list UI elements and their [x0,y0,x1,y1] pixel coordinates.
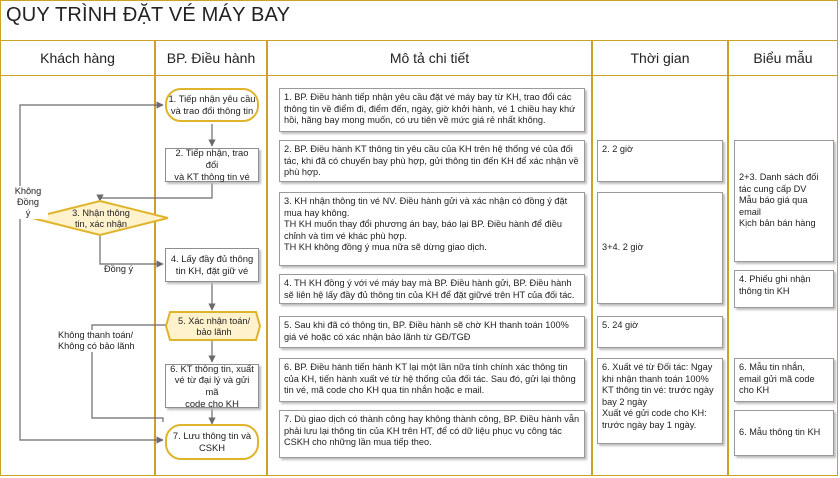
label-not-paid: Không thanh toán/ Không có bảo lãnh [58,330,150,352]
detail-7: 7. Dù giao dịch có thành công hay không thành công, BP. Điều hành vẫn phải lưu lại thông tin của KH trên HT, để có dữ liệu phục vụ công tác CSKH cho những lần mua tiếp theo. [279,410,585,458]
header-operations: BP. Điều hành [155,40,267,76]
detail-1: 1. BP. Điều hành tiếp nhận yêu cầu đặt vé máy bay từ KH, trao đổi các thông tin về điểm đi, điểm đến, ngày, giờ khởi hành, vé 1 chiều hay khứ hồi, hãng bay mong muốn, có ưu tiên về mức giá rẻ nhất không. [279,88,585,132]
time-step-3-4: 3+4. 2 giờ [597,192,723,304]
step-1-start: 1. Tiếp nhận yêu cầu và trao đổi thông tin [165,88,259,122]
label-disagree: Không Đồng ý [8,186,48,219]
detail-3: 3. KH nhận thông tin vé NV. Điều hành gửi và xác nhận có đồng ý đặt mua hay không. TH KH muốn thay đổi phương án bay, báo lại BP. Điều hành để điều chỉnh và tìm vé khác phù hợp. TH KH không đồng ý mua nữa sẽ dừng giao dịch. [279,192,585,266]
header-forms: Biểu mẫu [728,40,838,76]
time-step-5: 5. 24 giờ [597,316,723,348]
step-2: 2. Tiếp nhận, trao đổi và KT thông tin vé [165,148,259,182]
form-step-7: 6. Mẫu thông tin KH [734,410,834,456]
detail-4: 4. TH KH đồng ý với vé máy bay mà BP. Điều hành gửi, BP. Điều hành sẽ liên hệ lấy đầy đủ thông tin của KH để đặt giữvé trên HT của đối tác. [279,274,585,304]
time-step-6: 6. Xuất vé từ Đối tác: Ngay khi nhận thanh toán 100% KT thông tin vé: trước ngày bay 2 ngày Xuất vé gửi code cho KH: trước ngày bay 1 ngày. [597,358,723,444]
header-description: Mô tả chi tiết [267,40,592,76]
header-time: Thời gian [592,40,728,76]
page-title: QUY TRÌNH ĐẶT VÉ MÁY BAY [6,4,291,26]
form-step-4: 4. Phiếu ghi nhận thông tin KH [734,270,834,308]
step-3-decision-label: 3. Nhận thông tin, xác nhận [72,208,130,230]
step-6: 6. KT thông tin, xuất vé từ đại lý và gửi mã code cho KH [165,364,259,408]
detail-5: 5. Sau khi đã có thông tin, BP. Điều hành sẽ chờ KH thanh toán 100% giá vé hoặc có xác nhận bảo lãnh từ GĐ/TGĐ [279,316,585,348]
header-customer: Khách hàng [0,40,155,76]
step-7-end: 7. Lưu thông tin và CSKH [165,424,259,460]
form-step-2-3: 2+3. Danh sách đối tác cung cấp DV Mẫu báo giá qua email Kịch bản bán hàng [734,140,834,262]
arrow-3-4 [100,235,163,264]
label-agree: Đồng ý [104,264,134,274]
detail-2: 2. BP. Điều hành KT thông tin yêu cầu của KH trên hệ thống vé của đối tác, khi đã có chuyến bay phù hợp, gửi thông tin đến KH để xác nhận về phù hợp. [279,140,585,182]
step-5-decision-label: 5. Xác nhận toán/ bảo lãnh [177,316,251,338]
form-step-6: 6. Mẫu tin nhắn, email gửi mã code cho KH [734,358,834,402]
step-4: 4. Lấy đầy đủ thông tin KH, đặt giữ vé [165,248,259,282]
time-step-2: 2. 2 giờ [597,140,723,182]
arrow-2-3 [100,183,212,201]
detail-6: 6. BP. Điều hành tiến hành KT lại một lần nữa tính chính xác thông tin của KH, tiến hành xuất vé từ hệ thống của đối tác. Sau đó, gửi lại thông tin vé, mã code cho KH qua tin nhắn hoặc e mail. [279,358,585,402]
